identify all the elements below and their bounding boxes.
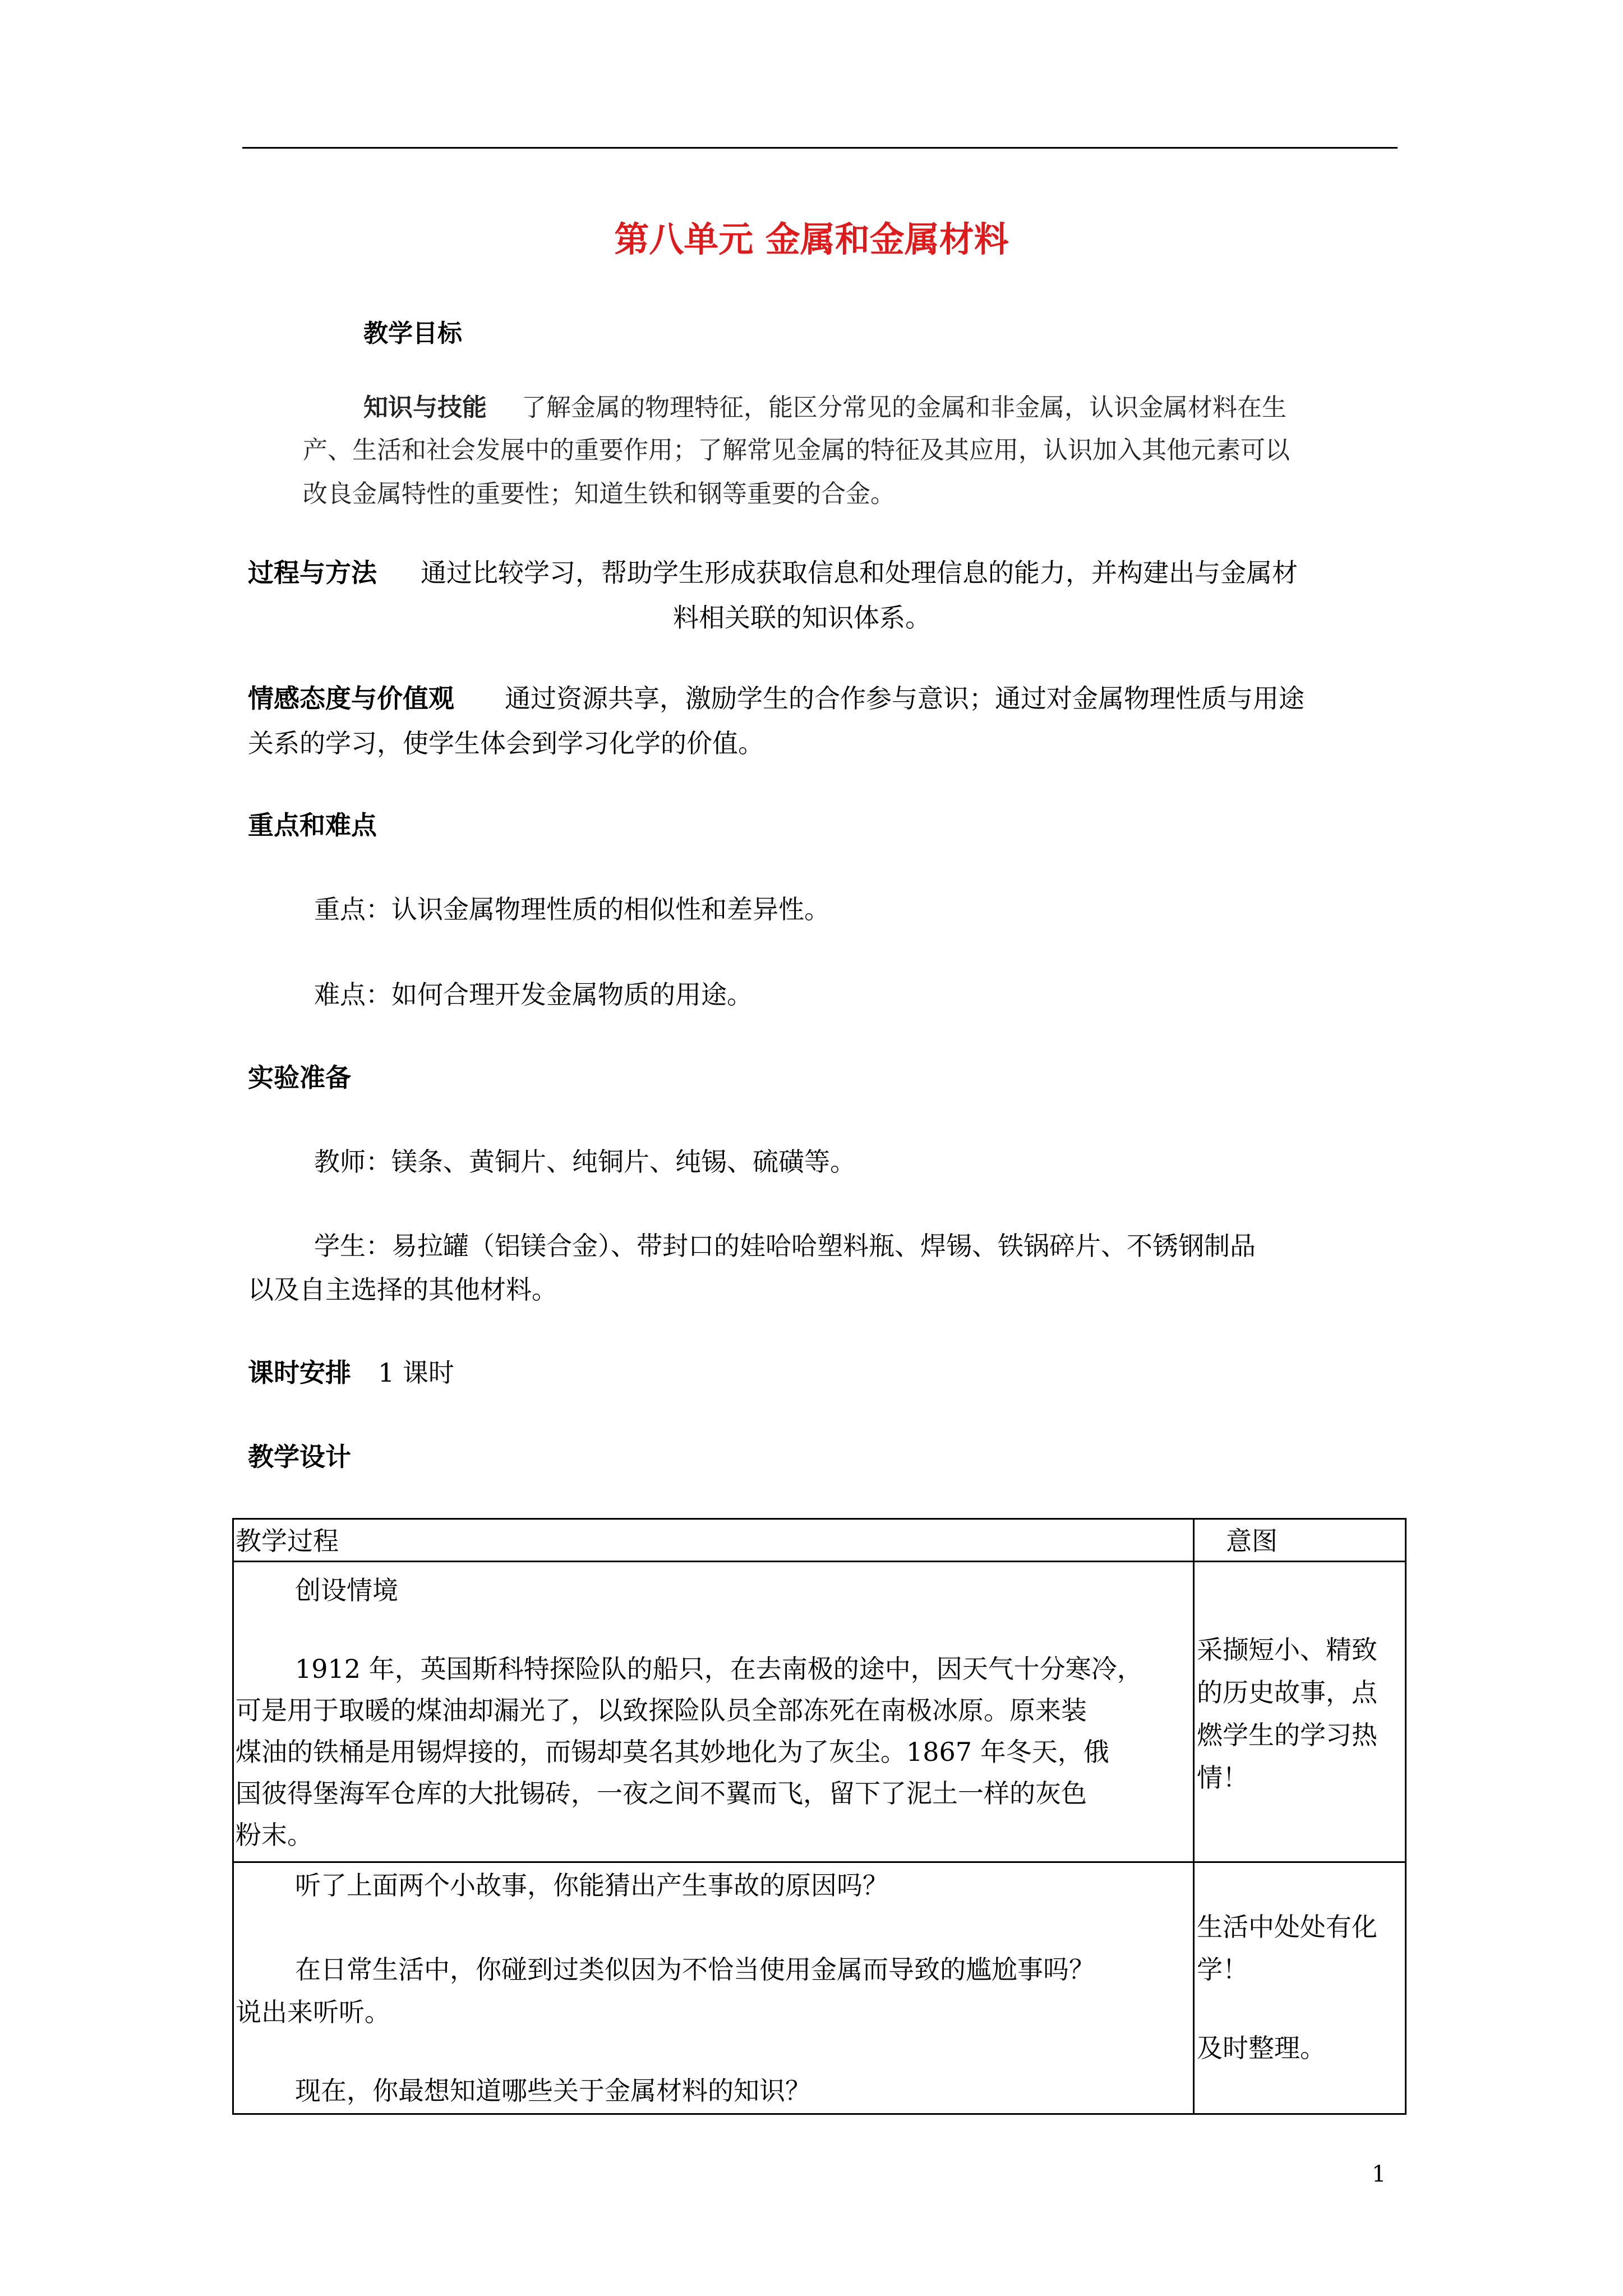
question-text: 在日常生活中，你碰到过类似因为不恰当使用金属而导致的尴尬事吗？ (295, 1954, 1095, 1985)
story-line: 粉末。 (236, 1820, 313, 1850)
question-text: 说出来听听。 (236, 1997, 390, 2027)
knowledge-text-line2: 产、生活和社会发展中的重要作用；了解常见金属的特征及其应用，认识加入其他元素可以 (303, 436, 1290, 464)
intent-line: 的历史故事，点 (1197, 1677, 1377, 1708)
table-header-intent: 意图 (1226, 1526, 1278, 1556)
intent-line: 学！ (1197, 1954, 1248, 1985)
table-header-divider (232, 1561, 1407, 1562)
intent-line: 情！ (1197, 1763, 1248, 1793)
header-rule (242, 147, 1398, 149)
process-text-line1: 通过比较学习，帮助学生形成获取信息和处理信息的能力，并构建出与金属材 (421, 558, 1298, 588)
student-materials-line2: 以及自主选择的其他材料。 (248, 1274, 557, 1305)
teacher-materials: 教师：镁条、黄铜片、纯铜片、纯锡、硫磺等。 (314, 1147, 856, 1177)
emotion-label: 情感态度与价值观 (248, 683, 454, 714)
teaching-goals-heading: 教学目标 (363, 319, 462, 348)
page-title: 第八单元 金属和金属材料 (614, 219, 1009, 260)
knowledge-text-line3: 改良金属特性的重要性；知道生铁和钢等重要的合金。 (303, 480, 895, 508)
story-line: 国彼得堡海军仓库的大批锡砖，一夜之间不翼而飞，留下了泥土一样的灰色 (236, 1778, 1087, 1809)
question-text: 现在，你最想知道哪些关于金属材料的知识？ (295, 2076, 811, 2106)
question-text: 听了上面两个小故事，你能猜出产生事故的原因吗？ (295, 1870, 888, 1901)
key-points-heading: 重点和难点 (248, 810, 377, 840)
process-label: 过程与方法 (248, 558, 377, 588)
intent-line: 生活中处处有化 (1197, 1912, 1377, 1942)
story-line: 煤油的铁桶是用锡焊接的，而锡却莫名其妙地化为了灰尘。1867 年冬天，俄 (236, 1737, 1109, 1767)
student-materials-line1: 学生：易拉罐（铝镁合金）、带封口的娃哈哈塑料瓶、焊锡、铁锅碎片、不锈钢制品 (314, 1231, 1256, 1261)
intent-line: 采撷短小、精致 (1197, 1635, 1377, 1665)
preparation-heading: 实验准备 (248, 1062, 351, 1093)
emotion-text-line1: 通过资源共享，激励学生的合作参与意识；通过对金属物理性质与用途 (505, 683, 1304, 714)
intent-line: 燃学生的学习热 (1197, 1720, 1377, 1750)
table-row-divider (232, 1861, 1407, 1863)
knowledge-label: 知识与技能 (363, 393, 487, 422)
emotion-text-line2: 关系的学习，使学生体会到学习化学的价值。 (248, 728, 764, 758)
schedule-label: 课时安排 (248, 1358, 351, 1388)
design-heading: 教学设计 (248, 1442, 351, 1472)
story-line: 可是用于取暖的煤油却漏光了，以致探险队员全部冻死在南极冰原。原来装 (236, 1695, 1087, 1726)
process-text-line2: 料相关联的知识体系。 (673, 602, 931, 633)
scenario-subtitle: 创设情境 (295, 1575, 398, 1605)
page-number: 1 (1372, 2161, 1386, 2187)
teaching-design-table (232, 1518, 1407, 2115)
knowledge-text-line1: 了解金属的物理特征，能区分常见的金属和非金属，认识金属材料在生 (522, 393, 1287, 422)
story-line: 1912 年，英国斯科特探险队的船只，在去南极的途中，因天气十分寒冷， (295, 1654, 1143, 1684)
key-point-text: 重点：认识金属物理性质的相似性和差异性。 (314, 894, 830, 924)
intent-line: 及时整理。 (1197, 2033, 1326, 2063)
table-column-divider (1193, 1518, 1195, 2115)
table-header-process: 教学过程 (236, 1526, 339, 1556)
difficult-point-text: 难点：如何合理开发金属物质的用途。 (314, 979, 753, 1010)
schedule-value: 1 课时 (378, 1358, 454, 1388)
